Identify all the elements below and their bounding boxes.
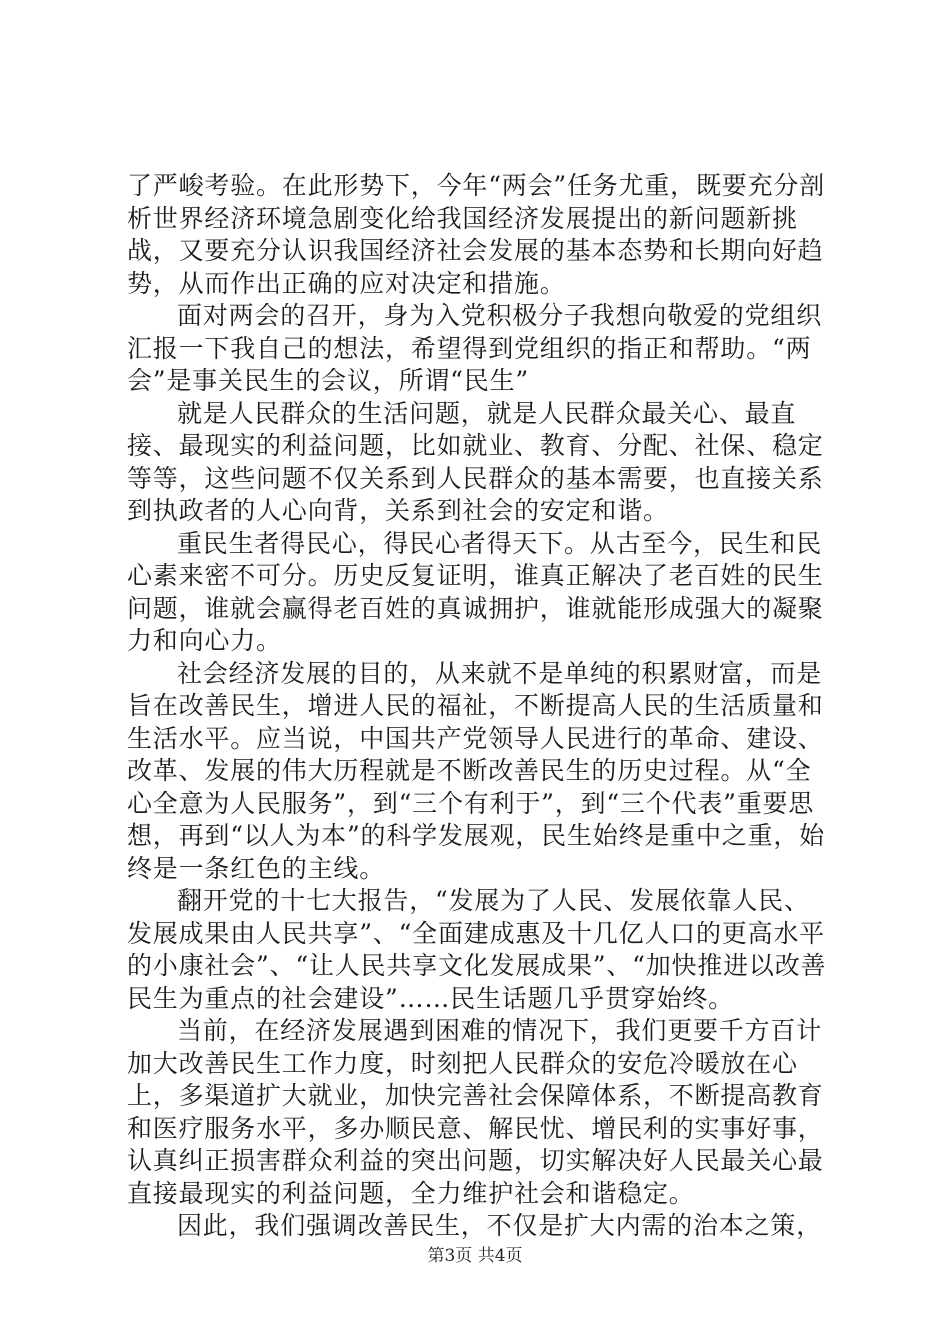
paragraph-8: 因此，我们强调改善民生，不仅是扩大内需的治本之策，: [177, 1211, 823, 1240]
paragraph-2: 面对两会的召开，身为入党积极分子我想向敬爱的党组织汇报一下我自己的想法，希望得到党组织的指正和帮助。“两会”是事关民生的会议，所谓“民生”: [127, 301, 823, 395]
paragraph-3: 就是人民群众的生活问题，就是人民群众最关心、最直接、最现实的利益问题，比如就业、教育、分配、社保、稳定等等，这些问题不仅关系到人民群众的基本需要，也直接关系到执政者的人心向背，关系到社会的安定和谐。: [127, 398, 824, 525]
page-number-footer: 第3页 共4页: [427, 1246, 523, 1266]
paragraph-1: 了严峻考验。在此形势下，今年“两会”任务尤重，既要充分剖析世界经济环境急剧变化给我国经济发展提出的新问题新挑战，又要充分认识我国经济社会发展的基本态势和长期向好趋势，从而作出正确的应对决定和措施。: [127, 171, 825, 298]
document-body: [127, 170, 827, 1243]
paragraph-4: 重民生者得民心，得民心者得天下。从古至今，民生和民心素来密不可分。历史反复证明，谁真正解决了老百姓的民生问题，谁就会赢得老百姓的真诚拥护，谁就能形成强大的凝聚力和向心力。: [127, 528, 824, 655]
paragraph-6: 翻开党的十七大报告，“发展为了人民、发展依靠人民、发展成果由人民共享”、“全面建成惠及十几亿人口的更高水平的小康社会”、“让人民共享文化发展成果”、“加快推进以改善民生为重点的社会建设”……民生话题几乎贯穿始终。: [127, 886, 827, 1013]
paragraph-5: 社会经济发展的目的，从来就不是单纯的积累财富，而是旨在改善民生，增进人民的福祉，不断提高人民的生活质量和生活水平。应当说，中国共产党领导人民进行的革命、建设、改革、发展的伟大历程就是不断改善民生的历史过程。从“全心全意为人民服务”，到“三个有利于”，到“三个代表”重要思想，再到“以人为本”的科学发展观，民生始终是重中之重，始终是一条红色的主线。: [127, 658, 825, 883]
paragraph-7: 当前，在经济发展遇到困难的情况下，我们更要千方百计加大改善民生工作力度，时刻把人民群众的安危冷暖放在心上，多渠道扩大就业，加快完善社会保障体系，不断提高教育和医疗服务水平，多办顺民意、解民忧、增民利的实事好事，认真纠正损害群众利益的突出问题，切实解决好人民最关心最直接最现实的利益问题，全力维护社会和谐稳定。: [127, 1016, 824, 1208]
